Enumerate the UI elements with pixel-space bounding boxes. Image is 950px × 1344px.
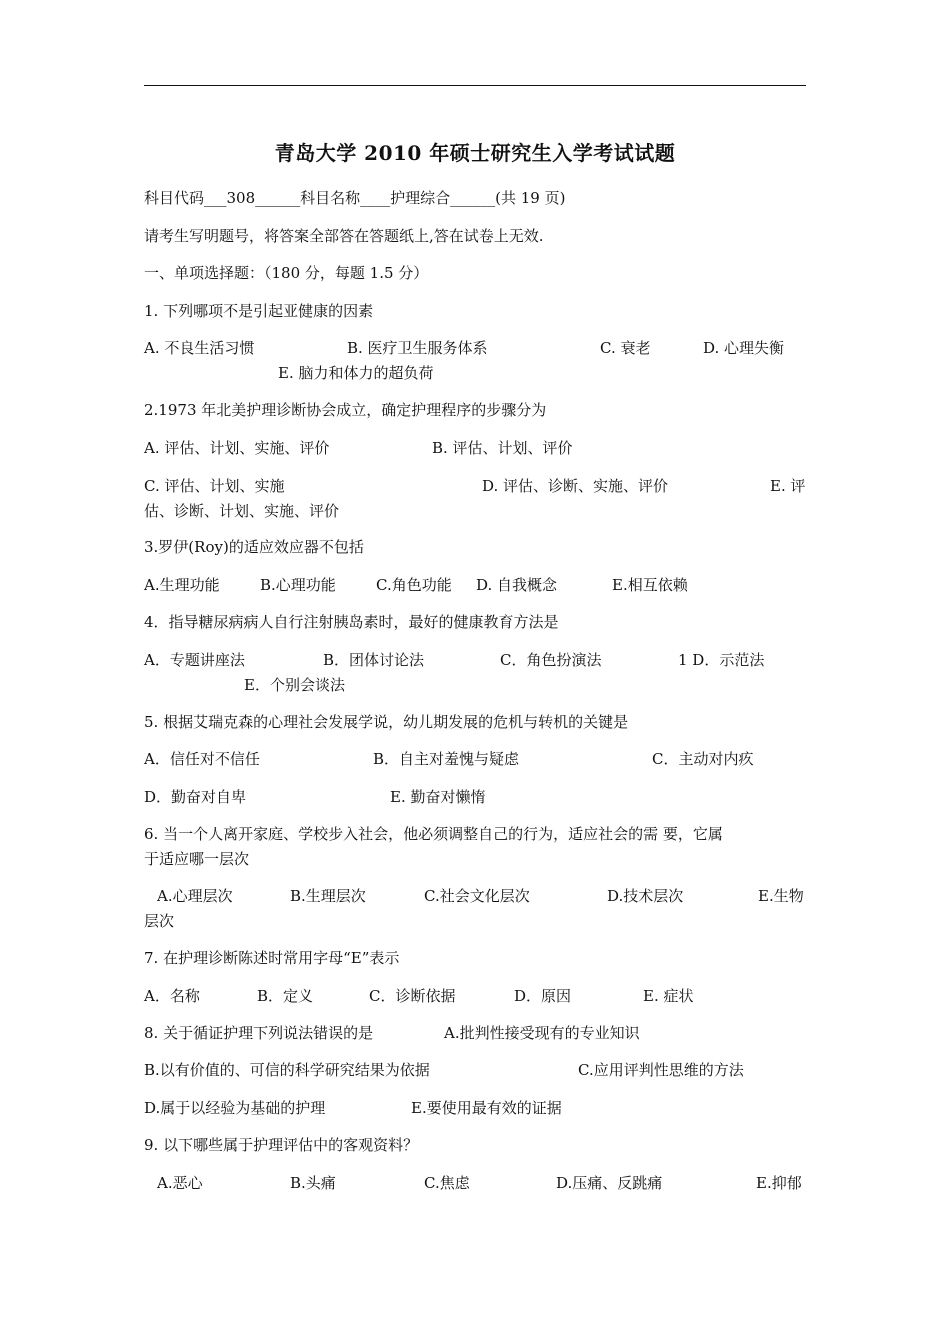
q4-option-a: A．专题讲座法 (144, 651, 245, 669)
q3-option-a: A.生理功能 (144, 576, 220, 594)
q6-option-c: C.社会文化层次 (424, 887, 530, 905)
question-1-stem: 1. 下列哪项不是引起亚健康的因素 (144, 302, 374, 320)
q4-option-b: B．团体讨论法 (323, 651, 425, 669)
instruction: 请考生写明题号，将答案全部答在答题纸上,答在试卷上无效. (144, 227, 544, 245)
q2-option-b: B. 评估、计划、评价 (432, 439, 573, 457)
q4-option-e: E．个别会谈法 (244, 676, 345, 694)
question-7-stem: 7. 在护理诊断陈述时常用字母“E”表示 (144, 949, 400, 967)
q6-option-a: A.心理层次 (157, 887, 233, 905)
header-rule (144, 85, 806, 86)
q7-option-c: C．诊断依据 (369, 987, 456, 1005)
q5-option-a: A．信任对不信任 (144, 750, 260, 768)
q8-option-b: B.以有价值的、可信的科学研究结果为依据 (144, 1061, 430, 1079)
q2-option-a: A. 评估、计划、实施、评价 (144, 439, 330, 457)
q1-option-d: D. 心理失衡 (703, 339, 785, 357)
q5-option-b: B．自主对羞愧与疑虑 (373, 750, 520, 768)
question-6-stem-cont: 于适应哪一层次 (144, 850, 250, 868)
q2-option-c: C. 评估、计划、实施 (144, 477, 285, 495)
q5-option-e: E. 勤奋对懒惰 (390, 788, 486, 806)
q3-option-c: C.角色功能 (376, 576, 452, 594)
q1-option-e: E. 脑力和体力的超负荷 (278, 364, 434, 382)
q4-option-c: C．角色扮演法 (500, 651, 602, 669)
question-9-stem: 9. 以下哪些属于护理评估中的客观资料？ (144, 1136, 419, 1154)
q1-option-a: A. 不良生活习惯 (144, 339, 255, 357)
q7-option-a: A．名称 (144, 987, 200, 1005)
q3-option-e: E.相互依赖 (612, 576, 688, 594)
q1-option-b: B. 医疗卫生服务体系 (347, 339, 488, 357)
q9-option-d: D.压痛、反跳痛 (556, 1174, 663, 1192)
q8-option-d: D.属于以经验为基础的护理 (144, 1099, 326, 1117)
q6-option-e: E.生物 (758, 887, 804, 905)
q2-option-e: E. 评 (770, 477, 806, 495)
q5-option-c: C．主动对内疚 (652, 750, 754, 768)
q6-option-e-cont: 层次 (144, 912, 175, 930)
question-3-stem: 3.罗伊(Roy)的适应效应器不包括 (144, 538, 364, 556)
q5-option-d: D．勤奋对自卑 (144, 788, 247, 806)
question-5-stem: 5. 根据艾瑞克森的心理社会发展学说，幼儿期发展的危机与转机的关键是 (144, 713, 629, 731)
q4-option-d: 1 D．示范法 (678, 651, 765, 669)
q9-option-e: E.抑郁 (756, 1174, 802, 1192)
q1-option-c: C. 衰老 (600, 339, 651, 357)
q3-option-d: D. 自我概念 (476, 576, 558, 594)
q3-option-b: B.心理功能 (260, 576, 336, 594)
q6-option-b: B.生理层次 (290, 887, 366, 905)
q9-option-b: B.头痛 (290, 1174, 336, 1192)
q8-option-a: A.批判性接受现有的专业知识 (444, 1024, 640, 1042)
question-8-stem: 8. 关于循证护理下列说法错误的是 (144, 1024, 374, 1042)
question-6-stem: 6. 当一个人离开家庭、学校步入社会，他必须调整自己的行为，适应社会的需 要，它属 (144, 825, 723, 843)
q8-option-c: C.应用评判性思维的方法 (578, 1061, 744, 1079)
q8-option-e: E.要使用最有效的证据 (411, 1099, 562, 1117)
q7-option-e: E. 症状 (643, 987, 694, 1005)
q7-option-b: B．定义 (257, 987, 314, 1005)
question-2-stem: 2.1973 年北美护理诊断协会成立，确定护理程序的步骤分为 (144, 401, 547, 419)
q9-option-c: C.焦虑 (424, 1174, 470, 1192)
q9-option-a: A.恶心 (157, 1174, 203, 1192)
q2-option-d: D. 评估、诊断、实施、评价 (482, 477, 669, 495)
q7-option-d: D．原因 (514, 987, 572, 1005)
q6-option-d: D.技术层次 (607, 887, 684, 905)
q2-option-e-cont: 估、诊断、计划、实施、评价 (144, 502, 340, 520)
exam-title: 青岛大学 2010 年硕士研究生入学考试试题 (274, 141, 676, 165)
section-heading: 一、单项选择题：（180 分，每题 1.5 分） (144, 264, 429, 282)
subject-line: 科目代码___308______科目名称____护理综合______(共 19 页) (144, 189, 566, 207)
question-4-stem: 4．指导糖尿病病人自行注射胰岛素时，最好的健康教育方法是 (144, 613, 559, 631)
